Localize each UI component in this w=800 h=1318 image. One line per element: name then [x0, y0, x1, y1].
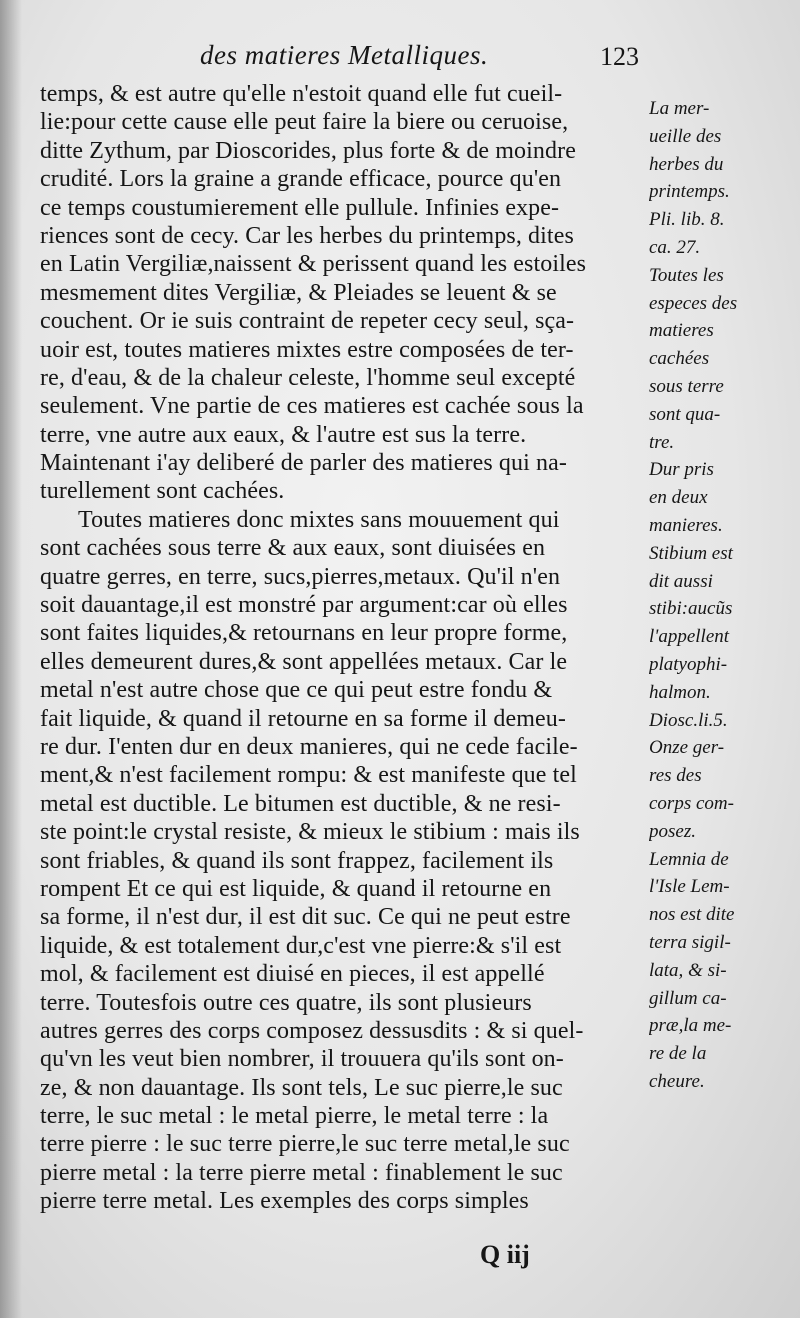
margin-note-line: re de la: [649, 1043, 707, 1065]
margin-note-line: Onze ger-: [649, 737, 725, 759]
text-line: soit dauantage,il est monstré par argument:car où elles: [40, 592, 568, 619]
margin-note-line: printemps.: [649, 181, 730, 203]
running-head: [200, 40, 800, 80]
margin-note-line: ca. 27.: [649, 236, 701, 258]
margin-note-line: Diosc.li.5.: [649, 709, 728, 731]
text-line: metal n'est autre chose que ce qui peut estre fondu &: [40, 677, 553, 704]
margin-note-line: præ,la me-: [649, 1015, 732, 1037]
text-line: ze, & non dauantage. Ils sont tels, Le suc pierre,le suc: [40, 1074, 563, 1101]
text-line: mol, & facilement est diuisé en pieces, il est appellé: [40, 961, 545, 988]
margin-note-line: platyophi-: [649, 653, 728, 675]
margin-note-line: matieres: [649, 320, 714, 342]
text-line: Maintenant i'ay deliberé de parler des matieres qui na-: [40, 450, 567, 477]
margin-note-line: terra sigil-: [649, 931, 731, 953]
text-line: pierre terre metal. Les exemples des corps simples: [40, 1188, 529, 1215]
margin-note-line: halmon.: [649, 681, 711, 703]
text-line: sont friables, & quand ils sont frappez, facilement ils: [40, 847, 554, 874]
text-line: seulement. Vne partie de ces matieres est cachée sous la: [40, 393, 584, 420]
margin-note-line: l'appellent: [649, 626, 730, 648]
margin-note-line: nos est dite: [649, 904, 735, 926]
text-line: ment,& n'est facilement rompu: & est manifeste que tel: [40, 762, 577, 789]
main-text-block: [40, 80, 655, 1216]
text-line: riences sont de cecy. Car les herbes du printemps, dites: [40, 222, 574, 249]
margin-note-line: Dur pris: [649, 459, 714, 481]
text-line: re, d'eau, & de la chaleur celeste, l'homme seul excepté: [40, 364, 576, 391]
margin-note-line: Pli. lib. 8.: [649, 209, 725, 231]
text-line: temps, & est autre qu'elle n'estoit quand elle fut cueil-: [40, 81, 563, 107]
margin-note-line: cachées: [649, 348, 710, 370]
text-line: pierre metal : la terre pierre metal : finablement le suc: [40, 1159, 563, 1186]
margin-note-line: en deux: [649, 487, 708, 509]
text-line: sont cachées sous terre & aux eaux, sont diuisées en: [40, 535, 546, 562]
margin-note-line: manieres.: [649, 514, 723, 536]
margin-note-line: l'Isle Lem-: [649, 876, 730, 898]
margin-note-line: Toutes les: [649, 264, 724, 286]
page-number: 123: [600, 42, 639, 71]
text-line: terre pierre : le suc terre pierre,le suc terre metal,le suc: [40, 1131, 570, 1158]
text-line: ce temps coustumierement elle pullule. Infinies expe-: [40, 194, 560, 221]
text-line: turellement sont cachées.: [40, 478, 285, 505]
text-line: ditte Zythum, par Dioscorides, plus forte & de moindre: [40, 137, 576, 164]
text-line: en Latin Vergiliæ,naissent & perissent quand les estoiles: [40, 251, 587, 278]
text-line: autres gerres des corps composez dessusdits : & si quel-: [40, 1017, 584, 1044]
margin-note-line: dit aussi: [649, 570, 713, 592]
text-line: terre, le suc metal : le metal pierre, le metal terre : la: [40, 1103, 549, 1130]
text-line: crudité. Lors la graine a grande efficace, pource qu'en: [40, 166, 562, 193]
margin-note-line: corps com-: [649, 792, 734, 814]
margin-note-line: stibi:aucũs: [649, 598, 733, 620]
text-line: fait liquide, & quand il retourne en sa forme il demeu-: [40, 705, 566, 732]
text-line: liquide, & est totalement dur,c'est vne pierre:& s'il est: [40, 932, 562, 959]
text-line: sont faites liquides,& retournans en leur propre forme,: [40, 620, 568, 647]
margin-note-line: res des: [649, 765, 702, 787]
text-line: lie:pour cette cause elle peut faire la biere ou ceruoise,: [40, 109, 569, 136]
text-line: rompent Et ce qui est liquide, & quand il retourne en: [40, 875, 552, 902]
text-line: qu'vn les veut bien nombrer, il trouuera qu'ils sont on-: [40, 1046, 564, 1073]
margin-note-line: posez.: [649, 820, 696, 842]
margin-note-line: lata, & si-: [649, 959, 727, 981]
margin-note-line: cheure.: [649, 1070, 705, 1092]
text-line: Toutes matieres donc mixtes sans mouuement qui: [78, 506, 560, 533]
text-line: elles demeurent dures,& sont appellées metaux. Car le: [40, 648, 568, 675]
margin-note-line: gillum ca-: [649, 987, 727, 1009]
text-line: sa forme, il n'est dur, il est dit suc. Ce qui ne peut estre: [40, 904, 571, 931]
text-line: uoir est, toutes matieres mixtes estre composées de ter-: [40, 336, 574, 363]
binding-shadow: [0, 0, 22, 1318]
margin-notes: [649, 95, 799, 1096]
text-line: metal est ductible. Le bitumen est ductible, & ne resi-: [40, 790, 561, 817]
margin-note-line: herbes du: [649, 153, 724, 175]
margin-note-line: especes des: [649, 292, 738, 314]
margin-note-line: sont qua-: [649, 403, 721, 425]
text-line: terre, vne autre aux eaux, & l'autre est sus la terre.: [40, 421, 527, 448]
text-line: mesmement dites Vergiliæ, & Pleiades se leuent & se: [40, 279, 557, 306]
text-line: terre. Toutesfois outre ces quatre, ils sont plusieurs: [40, 989, 532, 1016]
margin-note-line: Lemnia de: [649, 848, 729, 870]
text-line: quatre gerres, en terre, sucs,pierres,metaux. Qu'il n'en: [40, 563, 561, 590]
text-line: re dur. I'enten dur en deux manieres, qui ne cede facile-: [40, 733, 578, 760]
signature-mark: Q iij: [480, 1240, 530, 1269]
margin-note-line: tre.: [649, 431, 675, 453]
margin-note-line: ueille des: [649, 125, 722, 147]
text-line: couchent. Or ie suis contraint de repeter cecy seul, sça-: [40, 308, 575, 335]
margin-note-line: La mer-: [649, 98, 710, 119]
running-head-title: des matieres Metalliques.: [200, 40, 489, 70]
text-line: ste point:le crystal resiste, & mieux le stibium : mais ils: [40, 819, 580, 846]
margin-note-line: sous terre: [649, 375, 724, 397]
margin-note-line: Stibium est: [649, 542, 733, 564]
